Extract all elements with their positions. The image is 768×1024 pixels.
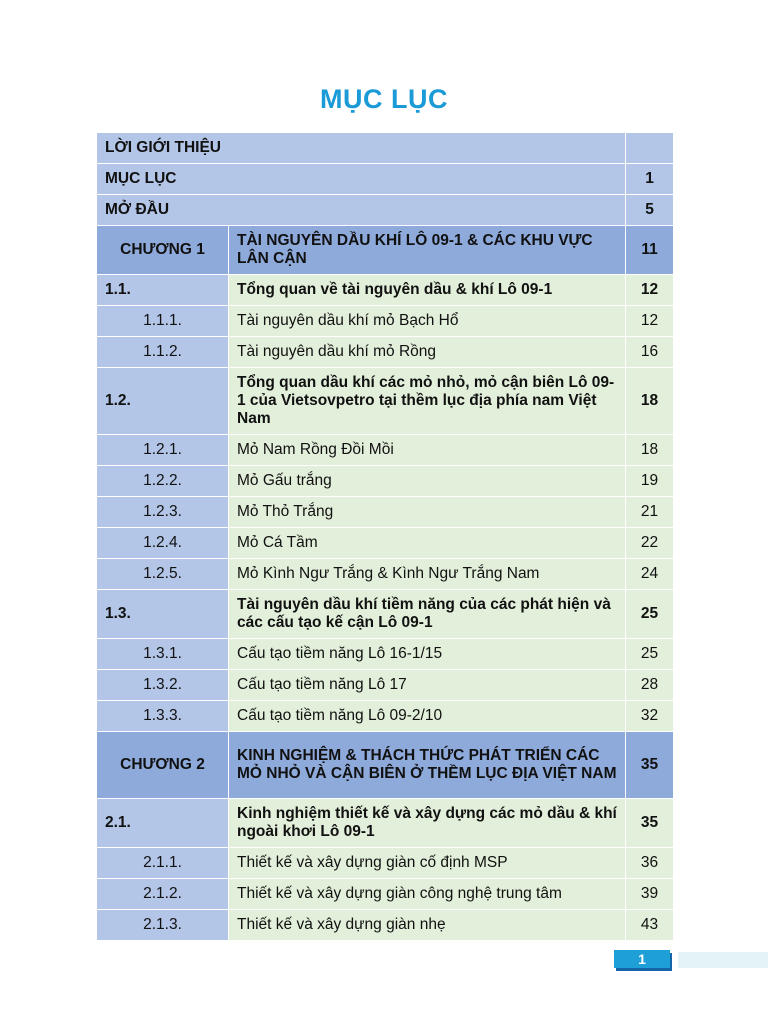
subsection-number: 1.3.3. [97,701,229,732]
subsection-number: 1.2.1. [97,435,229,466]
section-number: 1.3. [97,590,229,639]
subsection-number: 1.2.2. [97,466,229,497]
chapter-title: KINH NGHIỆM & THÁCH THỨC PHÁT TRIỂN CÁC MỎ NHỎ VÀ CẬN BIÊN Ở THỀM LỤC ĐỊA VIỆT NAM [229,732,626,799]
toc-row[interactable] [97,528,674,559]
section-number: 2.1. [97,799,229,848]
subsection-number: 1.2.3. [97,497,229,528]
toc-page-number: 35 [626,799,674,848]
toc-page-number: 25 [626,639,674,670]
section-title: Tài nguyên dầu khí tiềm năng của các phát hiện và các cấu tạo kế cận Lô 09-1 [229,590,626,639]
subsection-title: Tài nguyên dầu khí mỏ Bạch Hổ [229,306,626,337]
toc-row[interactable] [97,133,674,164]
toc-page-number: 32 [626,701,674,732]
subsection-title: Mỏ Gấu trắng [229,466,626,497]
toc-page-number: 28 [626,670,674,701]
subsection-title: Thiết kế và xây dựng giàn cố định MSP [229,848,626,879]
toc-row[interactable] [97,306,674,337]
chapter-label: CHƯƠNG 1 [97,226,229,275]
toc-page-number: 5 [626,195,674,226]
toc-row[interactable] [97,497,674,528]
toc-row[interactable] [97,164,674,195]
subsection-title: Cấu tạo tiềm năng Lô 17 [229,670,626,701]
toc-row[interactable] [97,910,674,941]
toc-page-number: 21 [626,497,674,528]
toc-row[interactable] [97,670,674,701]
subsection-number: 1.3.2. [97,670,229,701]
toc-row[interactable] [97,368,674,435]
subsection-title: Mỏ Cá Tầm [229,528,626,559]
toc-entry-label: LỜI GIỚI THIỆU [97,133,626,164]
section-title: Tổng quan dầu khí các mỏ nhỏ, mỏ cận biên Lô 09-1 của Vietsovpetro tại thềm lục địa phía nam Việt Nam [229,368,626,435]
toc-chapter-row[interactable] [97,732,674,799]
toc-page-number: 35 [626,732,674,799]
toc-page-number: 24 [626,559,674,590]
section-title: Tổng quan về tài nguyên dầu & khí Lô 09-1 [229,275,626,306]
toc-chapter-row[interactable] [97,226,674,275]
toc-page-number: 18 [626,435,674,466]
subsection-number: 1.3.1. [97,639,229,670]
toc-row[interactable] [97,799,674,848]
subsection-number: 1.1.1. [97,306,229,337]
toc-page-number: 25 [626,590,674,639]
chapter-title: TÀI NGUYÊN DẦU KHÍ LÔ 09-1 & CÁC KHU VỰC LÂN CẬN [229,226,626,275]
toc-row[interactable] [97,701,674,732]
toc-entry-label: MỞ ĐẦU [97,195,626,226]
subsection-title: Cấu tạo tiềm năng Lô 09-2/10 [229,701,626,732]
toc-row[interactable] [97,559,674,590]
toc-row[interactable] [97,590,674,639]
toc-page-number: 19 [626,466,674,497]
footer-bar [678,952,768,968]
toc-page-number: 36 [626,848,674,879]
toc-page-number: 16 [626,337,674,368]
subsection-title: Tài nguyên dầu khí mỏ Rồng [229,337,626,368]
section-number: 1.2. [97,368,229,435]
toc-page-number: 39 [626,879,674,910]
toc-row[interactable] [97,275,674,306]
toc-page-number: 12 [626,306,674,337]
toc-page-number: 11 [626,226,674,275]
subsection-title: Thiết kế và xây dựng giàn nhẹ [229,910,626,941]
toc-page-number: 43 [626,910,674,941]
subsection-title: Mỏ Kình Ngư Trắng & Kình Ngư Trắng Nam [229,559,626,590]
toc-row[interactable] [97,337,674,368]
subsection-number: 1.1.2. [97,337,229,368]
toc-row[interactable] [97,848,674,879]
chapter-label: CHƯƠNG 2 [97,732,229,799]
page-title: MỤC LỤC [320,84,448,114]
subsection-number: 2.1.3. [97,910,229,941]
toc-row[interactable] [97,466,674,497]
toc-table [96,132,674,941]
subsection-number: 1.2.4. [97,528,229,559]
toc-page-number: 22 [626,528,674,559]
toc-row[interactable] [97,639,674,670]
toc-row[interactable] [97,195,674,226]
toc-page-number: 12 [626,275,674,306]
toc-page-number [626,133,674,164]
toc-entry-label: MỤC LỤC [97,164,626,195]
subsection-number: 2.1.2. [97,879,229,910]
subsection-number: 1.2.5. [97,559,229,590]
subsection-title: Cấu tạo tiềm năng Lô 16-1/15 [229,639,626,670]
subsection-title: Thiết kế và xây dựng giàn công nghệ trung tâm [229,879,626,910]
toc-page-number: 18 [626,368,674,435]
subsection-title: Mỏ Nam Rồng Đồi Mồi [229,435,626,466]
toc-page-number: 1 [626,164,674,195]
toc-row[interactable] [97,879,674,910]
subsection-title: Mỏ Thỏ Trắng [229,497,626,528]
subsection-number: 2.1.1. [97,848,229,879]
section-number: 1.1. [97,275,229,306]
toc-row[interactable] [97,435,674,466]
section-title: Kinh nghiệm thiết kế và xây dựng các mỏ dầu & khí ngoài khơi Lô 09-1 [229,799,626,848]
page-number-badge: 1 [614,950,670,968]
